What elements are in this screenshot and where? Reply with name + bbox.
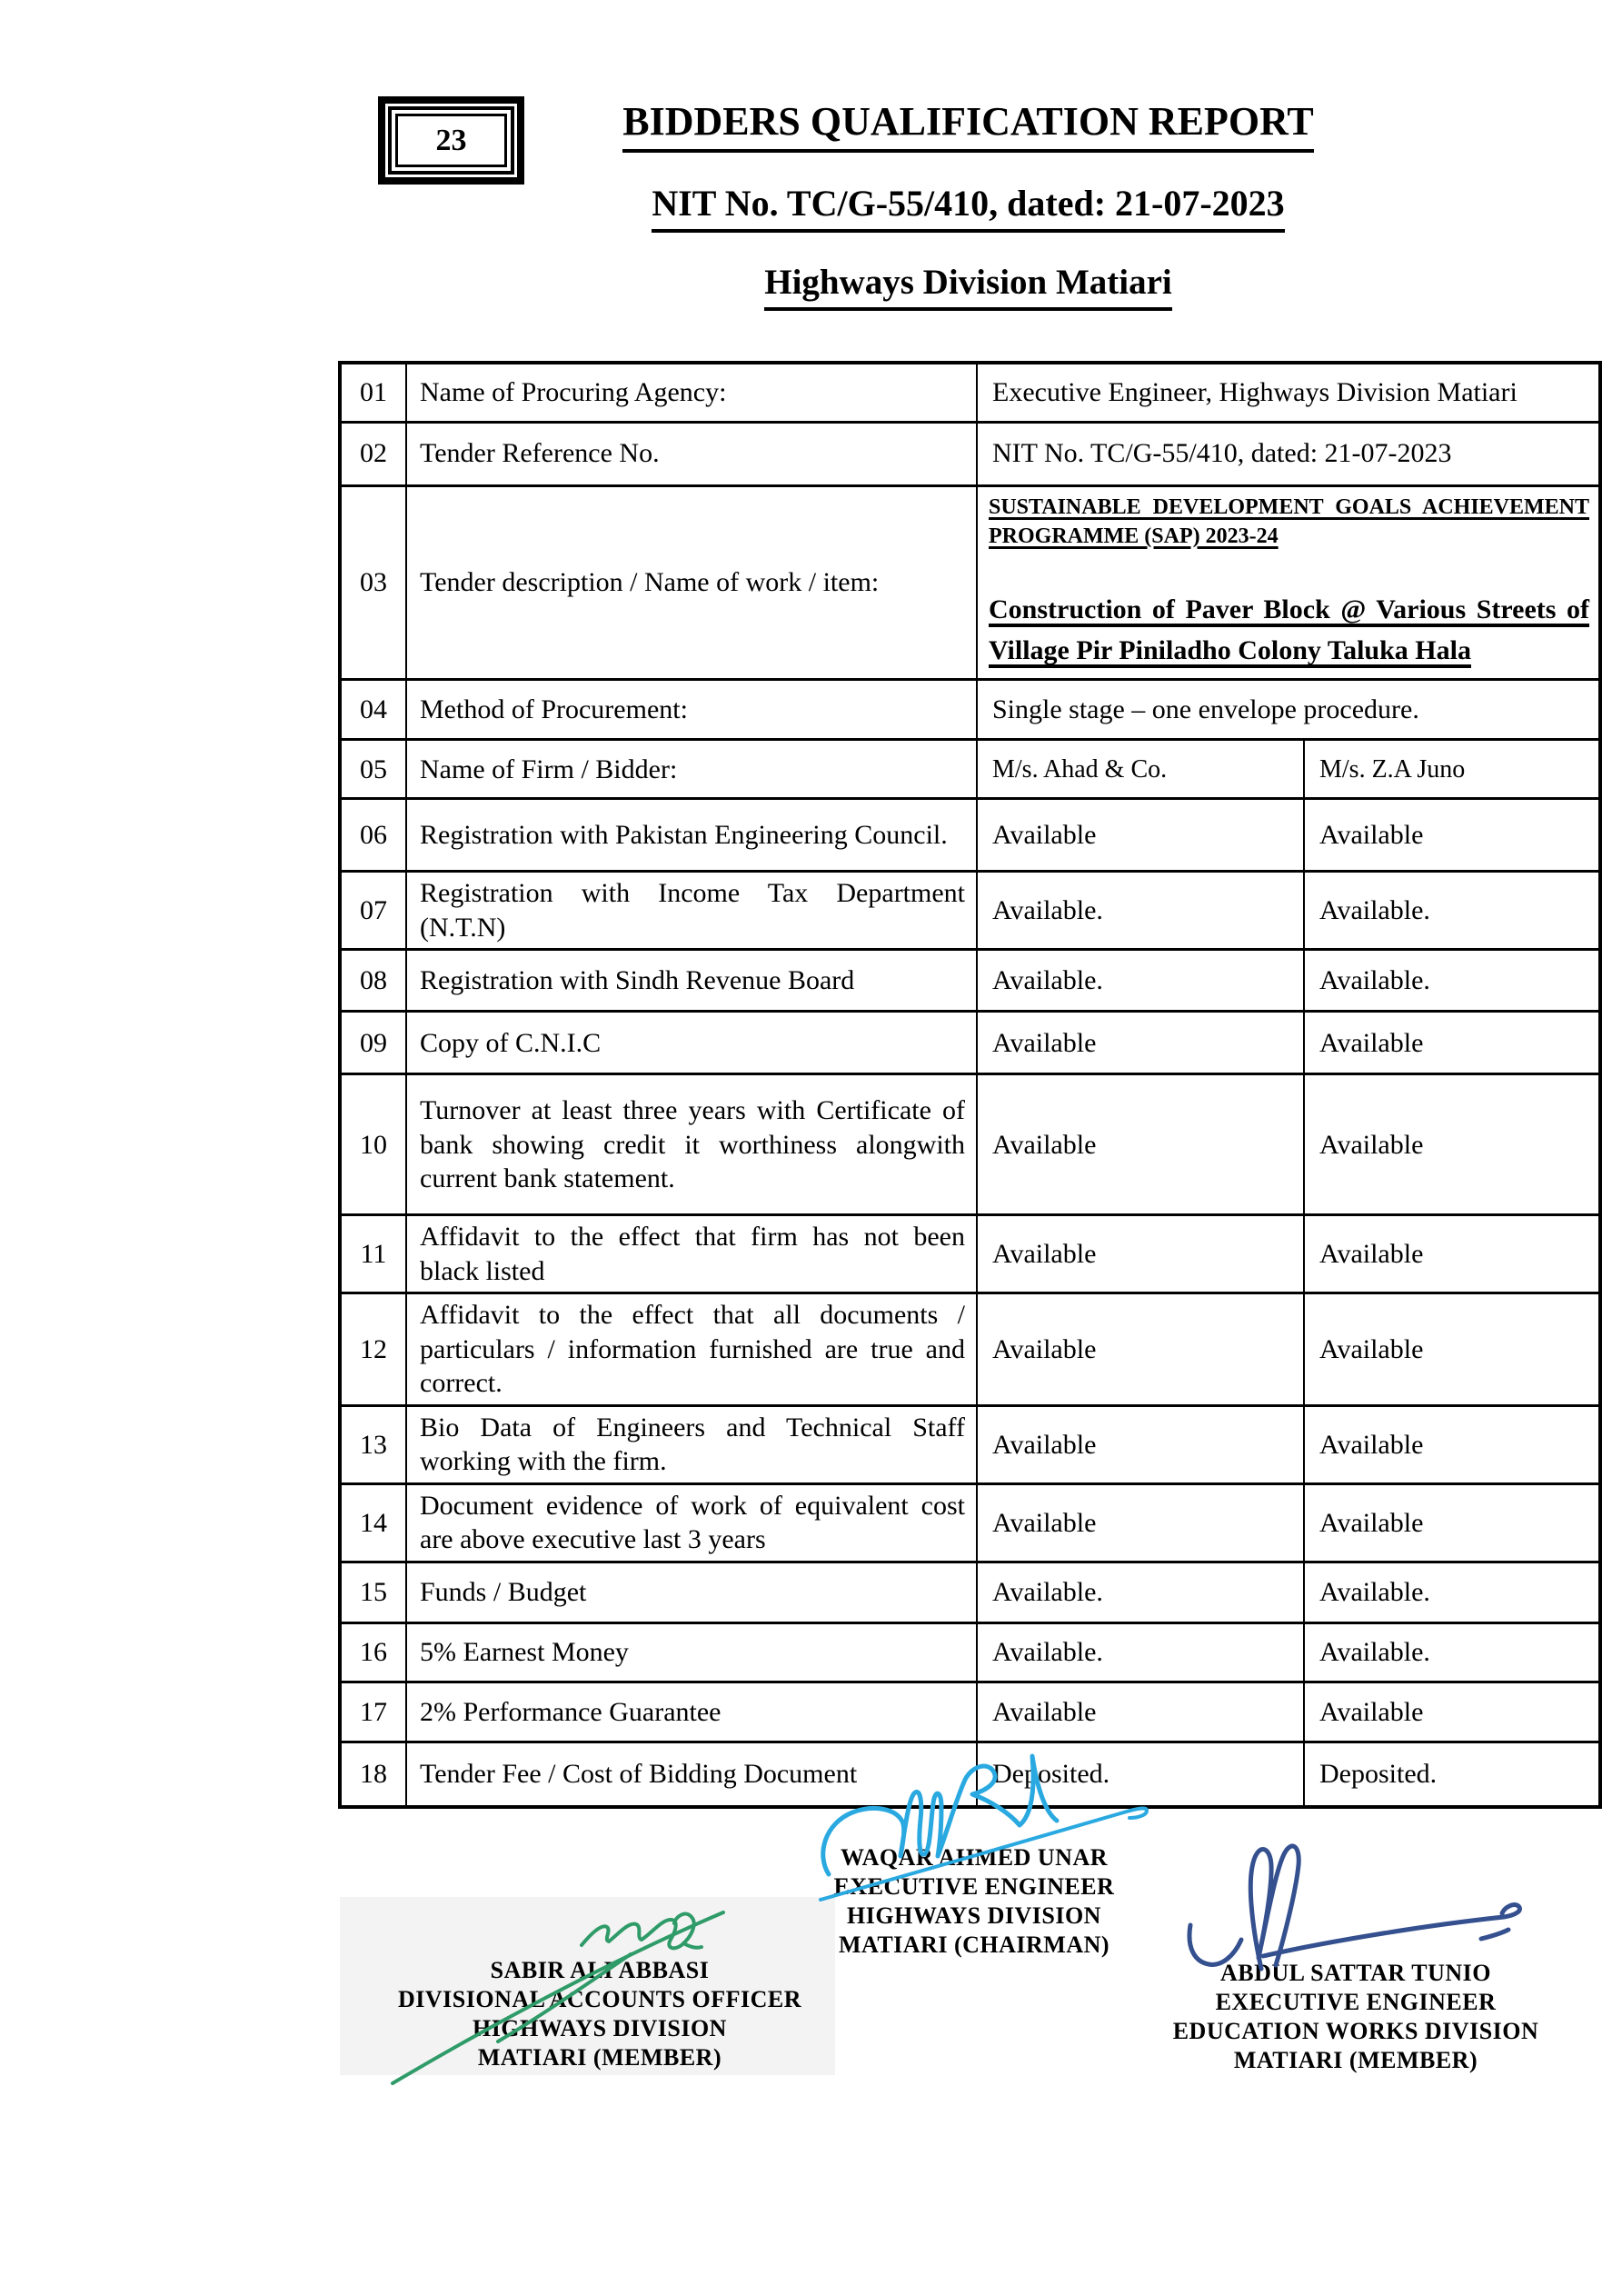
badge-number: 23	[395, 114, 507, 167]
table-row	[340, 1405, 1600, 1483]
row-number: 05	[340, 740, 406, 799]
row-number: 15	[340, 1562, 406, 1622]
row-number: 04	[340, 680, 406, 740]
row-number: 18	[340, 1742, 406, 1807]
row-number: 12	[340, 1293, 406, 1406]
bidder1-value: Available	[977, 1074, 1304, 1215]
criteria-label: Method of Procurement:	[406, 680, 977, 740]
table-row	[340, 1215, 1600, 1293]
chairman-signature-block	[792, 1843, 1156, 1960]
criteria-label: Bio Data of Engineers and Technical Staff working with the firm.	[406, 1405, 977, 1483]
criteria-label: Turnover at least three years with Certificate of bank showing credit it worthiness alongwith current bank statement.	[406, 1074, 977, 1215]
bidder2-value: Available.	[1304, 1562, 1600, 1622]
criteria-label: Affidavit to the effect that firm has not been black listed	[406, 1215, 977, 1293]
criteria-label: Tender Reference No.	[406, 422, 977, 485]
bidder1-value: Available	[977, 1012, 1304, 1074]
row-number: 07	[340, 872, 406, 950]
signatory-office: EDUCATION WORKS DIVISION	[1172, 2018, 1539, 2044]
table-row	[340, 1293, 1600, 1406]
bidder2-value: Available	[1304, 1483, 1600, 1562]
table-row	[340, 1682, 1600, 1742]
table-row	[340, 422, 1600, 485]
signatory-role: MATIARI (CHAIRMAN)	[838, 1932, 1110, 1958]
table-row	[340, 950, 1600, 1012]
row-value: Executive Engineer, Highways Division Matiari	[977, 363, 1600, 422]
table-row	[340, 485, 1600, 680]
table-row	[340, 363, 1600, 422]
signatory-role: MATIARI (MEMBER)	[477, 2044, 722, 2071]
criteria-label: Funds / Budget	[406, 1562, 977, 1622]
member-right-ink-signature	[1189, 1846, 1520, 1969]
criteria-label: Document evidence of work of equivalent cost are above executive last 3 years	[406, 1483, 977, 1562]
signatory-role: MATIARI (MEMBER)	[1233, 2047, 1478, 2073]
report-title: BIDDERS QUALIFICATION REPORT	[338, 98, 1598, 153]
criteria-label: Tender Fee / Cost of Bidding Document	[406, 1742, 977, 1807]
criteria-label: Name of Firm / Bidder:	[406, 740, 977, 799]
criteria-label: 2% Performance Guarantee	[406, 1682, 977, 1742]
bidder2-value: Available.	[1304, 950, 1600, 1012]
row-number: 14	[340, 1483, 406, 1562]
nit-reference-line: NIT No. TC/G-55/410, dated: 21-07-2023	[338, 182, 1598, 233]
table-row	[340, 1012, 1600, 1074]
bidder2-value: Available	[1304, 1012, 1600, 1074]
signatory-title: EXECUTIVE ENGINEER	[1215, 1989, 1497, 2015]
bidder2-value: Available	[1304, 1293, 1600, 1406]
table-row	[340, 872, 1600, 950]
bidder2-value: Available	[1304, 799, 1600, 872]
bidder1-value: M/s. Ahad & Co.	[977, 740, 1304, 799]
row-number: 08	[340, 950, 406, 1012]
bidder1-value: Available	[977, 1483, 1304, 1562]
bidder1-value: Available.	[977, 1562, 1304, 1622]
row-number: 09	[340, 1012, 406, 1074]
member-right-signature-stroke	[1189, 1846, 1299, 1969]
bidder2-value: M/s. Z.A Juno	[1304, 740, 1600, 799]
row-number: 17	[340, 1682, 406, 1742]
criteria-label: Registration with Pakistan Engineering Council.	[406, 799, 977, 872]
bidder1-value: Available	[977, 1215, 1304, 1293]
table-row	[340, 1483, 1600, 1562]
table-row	[340, 740, 1600, 799]
criteria-label: Affidavit to the effect that all documents / particulars / information furnished are true and correct.	[406, 1293, 977, 1406]
table-row	[340, 1562, 1600, 1622]
member-right-signature-line	[1263, 1905, 1520, 1956]
division-title: Highways Division Matiari	[338, 262, 1598, 311]
bidder1-value: Available	[977, 799, 1304, 872]
signatory-name: SABIR ALI ABBASI	[490, 1957, 710, 1983]
criteria-label: Registration with Sindh Revenue Board	[406, 950, 977, 1012]
row-number: 01	[340, 363, 406, 422]
bidder1-value: Available.	[977, 872, 1304, 950]
table-row	[340, 1742, 1600, 1807]
row-number: 10	[340, 1074, 406, 1215]
signatory-title: DIVISIONAL ACCOUNTS OFFICER	[397, 1986, 802, 2012]
signatory-name: WAQAR AHMED UNAR	[841, 1844, 1108, 1871]
row-number: 16	[340, 1622, 406, 1682]
criteria-label: Name of Procuring Agency:	[406, 363, 977, 422]
qualification-table	[338, 361, 1602, 1809]
bidder1-value: Available	[977, 1405, 1304, 1483]
member-left-signature-block	[373, 1956, 827, 2072]
signatory-title: EXECUTIVE ENGINEER	[833, 1873, 1115, 1900]
bidder1-value: Available	[977, 1293, 1304, 1406]
row-number: 06	[340, 799, 406, 872]
member-right-signature-block	[1129, 1959, 1583, 2075]
row-number: 02	[340, 422, 406, 485]
row-number: 03	[340, 485, 406, 680]
bidder2-value: Available	[1304, 1215, 1600, 1293]
criteria-label: Tender description / Name of work / item:	[406, 485, 977, 680]
bidder2-value: Available	[1304, 1074, 1600, 1215]
row-value: Single stage – one envelope procedure.	[977, 680, 1600, 740]
bidder1-value: Available.	[977, 950, 1304, 1012]
bidder2-value: Available	[1304, 1405, 1600, 1483]
bidder2-value: Available.	[1304, 1622, 1600, 1682]
tender-description-cell	[977, 485, 1600, 680]
signatory-name: ABDUL SATTAR TUNIO	[1220, 1960, 1491, 1986]
table-row	[340, 1074, 1600, 1215]
row-value: NIT No. TC/G-55/410, dated: 21-07-2023	[977, 422, 1600, 485]
bidder2-value: Available.	[1304, 872, 1600, 950]
bidder2-value: Available	[1304, 1682, 1600, 1742]
programme-name: SUSTAINABLE DEVELOPMENT GOALS ACHIEVEMENT PROGRAMME (SAP) 2023-24	[989, 494, 1590, 548]
bidder1-value: Available.	[977, 1622, 1304, 1682]
signatory-office: HIGHWAYS DIVISION	[473, 2015, 727, 2041]
criteria-label: Copy of C.N.I.C	[406, 1012, 977, 1074]
criteria-label: Registration with Income Tax Department (N.T.N)	[406, 872, 977, 950]
criteria-label: 5% Earnest Money	[406, 1622, 977, 1682]
signatory-office: HIGHWAYS DIVISION	[847, 1902, 1101, 1929]
table-row	[340, 680, 1600, 740]
work-name: Construction of Paver Block @ Various Streets of Village Pir Piniladho Colony Taluka Hala	[989, 594, 1590, 666]
table-row	[340, 799, 1600, 872]
bidder2-value: Deposited.	[1304, 1742, 1600, 1807]
bidder1-value: Available	[977, 1682, 1304, 1742]
row-number: 11	[340, 1215, 406, 1293]
bidder1-value: Deposited.	[977, 1742, 1304, 1807]
row-number: 13	[340, 1405, 406, 1483]
table-row	[340, 1622, 1600, 1682]
